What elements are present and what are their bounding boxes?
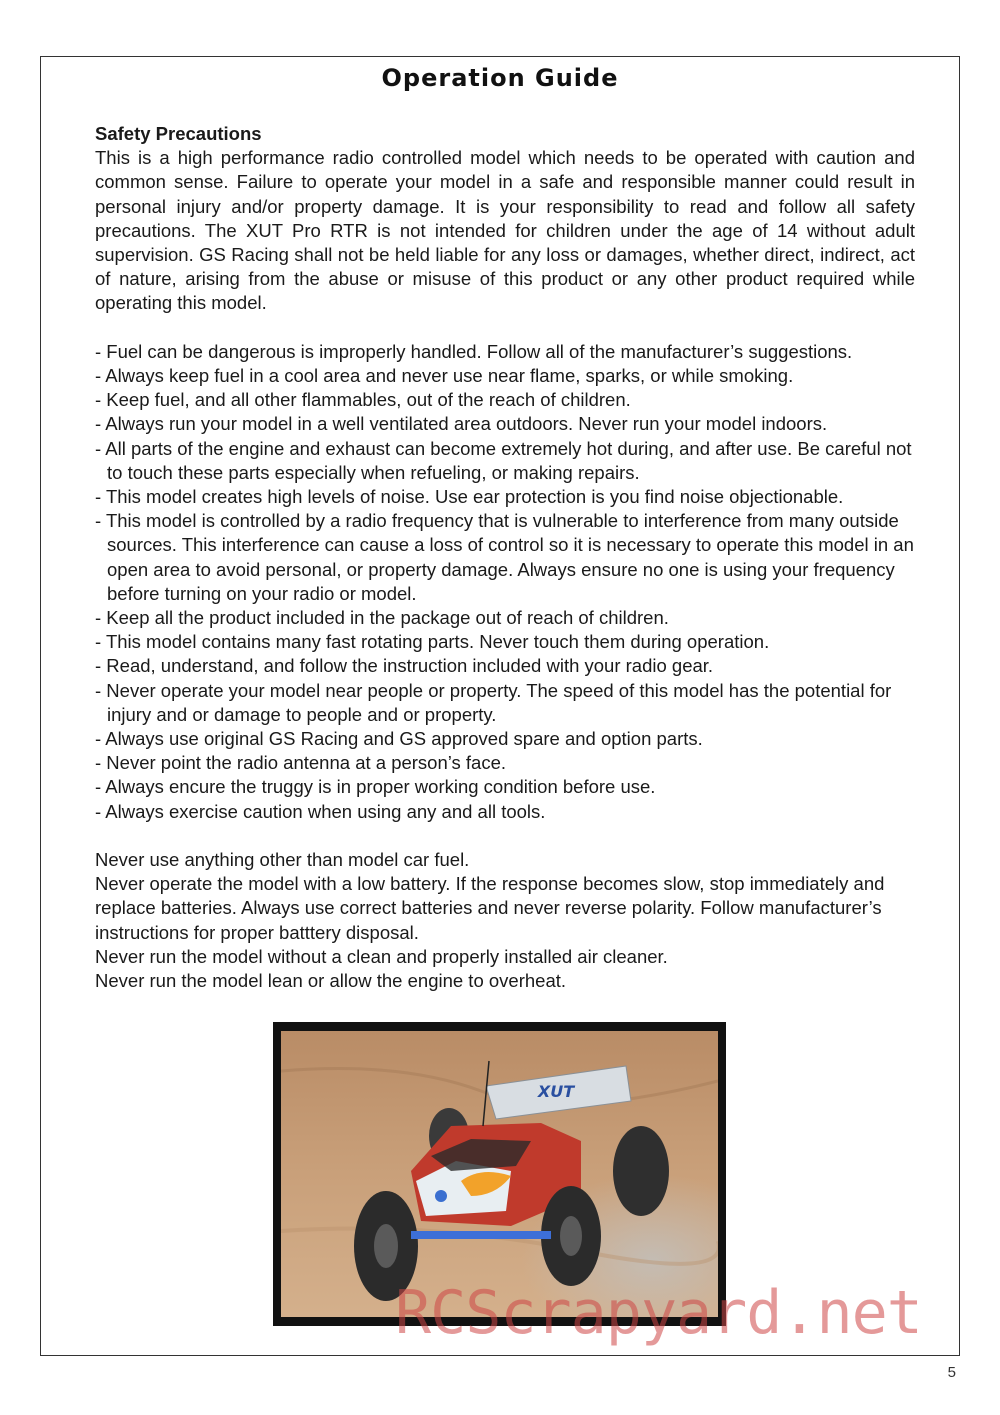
additional-notes bbox=[95, 848, 915, 993]
list-item: - Always encure the truggy is in proper working condition before use. bbox=[95, 776, 656, 798]
list-item: - Always keep fuel in a cool area and never use near flame, sparks, or while smoking. bbox=[95, 365, 794, 387]
safety-list bbox=[95, 340, 915, 824]
list-item: - Keep fuel, and all other flammables, out of the reach of children. bbox=[95, 389, 631, 411]
list-item: - Always run your model in a well ventilated area outdoors. Never run your model indoors. bbox=[95, 413, 828, 435]
watermark: RCScrapyard.net bbox=[395, 1278, 922, 1348]
wing-label: XUT bbox=[537, 1082, 575, 1101]
list-item: - Always use original GS Racing and GS approved spare and option parts. bbox=[95, 728, 703, 750]
list-item: - This model is controlled by a radio frequency that is vulnerable to interference from many outside sources. This interference can cause a loss of control so it is necessary to operate this model in an open area to avoid personal, or property damage. Always ensure no one is using your frequency before turning on your radio or model. bbox=[95, 510, 914, 604]
section-heading: Safety Precautions bbox=[95, 123, 262, 144]
list-item: - Read, understand, and follow the instruction included with your radio gear. bbox=[95, 655, 714, 677]
list-item: - This model creates high levels of noise. Use ear protection is you find noise objectionable. bbox=[95, 486, 844, 508]
list-item: - Never point the radio antenna at a person’s face. bbox=[95, 752, 507, 774]
main-content bbox=[95, 122, 915, 993]
list-item: - Keep all the product included in the package out of reach of children. bbox=[95, 607, 669, 629]
truggy-photo bbox=[281, 1031, 718, 1317]
list-item: - Always exercise caution when using any and all tools. bbox=[95, 800, 546, 822]
page-title: Operation Guide bbox=[381, 64, 619, 92]
list-item: - All parts of the engine and exhaust can become extremely hot during, and after use. Be careful not to touch these parts especially when refueling, or making repairs. bbox=[95, 437, 912, 483]
list-item: - This model contains many fast rotating parts. Never touch them during operation. bbox=[95, 631, 770, 653]
note-line: Never run the model without a clean and properly installed air cleaner. bbox=[95, 945, 668, 967]
page-number: 5 bbox=[947, 1364, 956, 1381]
note-line: Never run the model lean or allow the engine to overheat. bbox=[95, 970, 567, 992]
list-item: - Never operate your model near people or property. The speed of this model has the potential for injury and or damage to people and or property. bbox=[95, 679, 892, 725]
intro-paragraph: This is a high performance radio controlled model which needs to be operated with caution and common sense. Failure to operate your model in a safe and responsible manner could result in personal injury and/or property damage. It is your responsibility to read and follow all safety precautions. The XUT Pro RTR is not intended for children under the age of 14 without adult supervision. GS Racing shall not be held liable for any loss or damages, whether direct, indirect, act of nature, arising from the abuse or misuse of this product or any other product required while operating this model. bbox=[95, 147, 915, 314]
note-line: Never use anything other than model car fuel. bbox=[95, 849, 470, 871]
list-item: - Fuel can be dangerous is improperly handled. Follow all of the manufacturer’s suggestions. bbox=[95, 340, 853, 362]
note-line: Never operate the model with a low battery. If the response becomes slow, stop immediately and replace batteries. Always use correct batteries and never reverse polarity. Follow manufacturer’s instructions for proper batttery disposal. bbox=[95, 873, 885, 943]
